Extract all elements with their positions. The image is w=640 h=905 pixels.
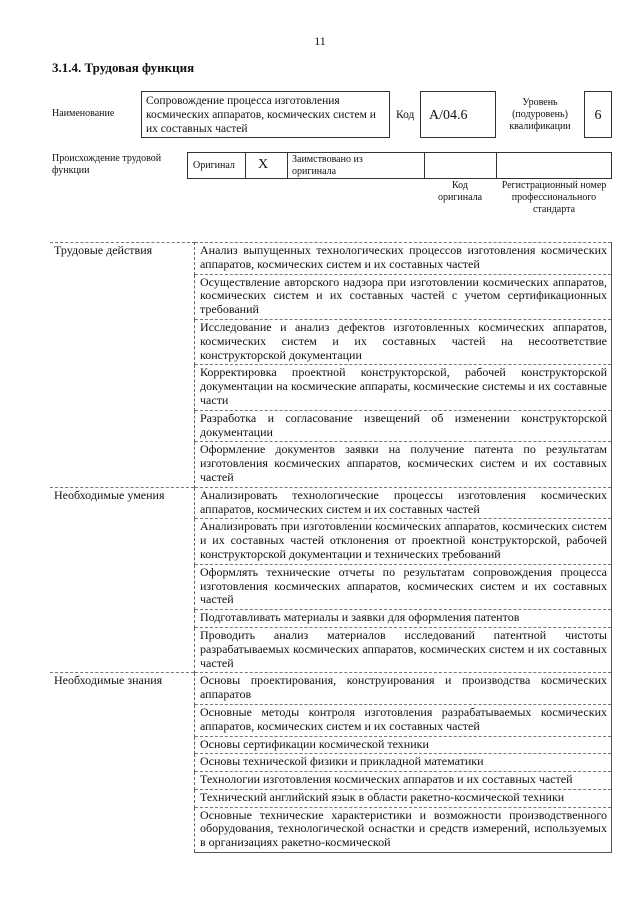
table-row: [50, 365, 612, 410]
table-row: [50, 754, 612, 772]
table-row: [50, 243, 612, 275]
table-row: [50, 736, 612, 754]
table-row: [50, 807, 612, 852]
list-item: Анализировать при изготовлении космических аппаратов, космических систем и их составных частей отклонения от проектной конструкторской, рабочей конструкторской документации и технических требований: [195, 519, 612, 564]
list-item: Оформление документов заявки на получение патента по результатам изготовления космических аппаратов, космических систем и их составных частей: [195, 442, 612, 487]
list-item: Технологии изготовления космических аппаратов и их составных частей: [195, 772, 612, 790]
list-item: Анализировать технологические процессы изготовления космических аппаратов, космических систем и их составных частей: [195, 487, 612, 519]
borrowed-label: Заимствовано из оригинала: [292, 154, 363, 177]
table-row: [50, 410, 612, 442]
divider: [496, 152, 497, 179]
table-row: [50, 319, 612, 364]
list-item: Подготавливать материалы и заявки для оформления патентов: [195, 610, 612, 628]
list-item: Разработка и согласование извещений об изменении конструкторской документации: [195, 410, 612, 442]
list-item: Основы технической физики и прикладной математики: [195, 754, 612, 772]
group-label-knowledge: Необходимые знания: [50, 673, 195, 705]
table-row: [50, 772, 612, 790]
level-box: [584, 91, 612, 138]
group-label-skills: Необходимые умения: [50, 487, 195, 519]
table-row: [50, 610, 612, 628]
list-item: Осуществление авторского надзора при изготовлении космических аппаратов, космических систем и их составных частей с учетом сертификационных требований: [195, 274, 612, 319]
list-item: Исследование и анализ дефектов изготовленных космических аппаратов, космических систем и их составных частей на несоответствие конструкторской документации: [195, 319, 612, 364]
group-label-actions: Трудовые действия: [50, 243, 195, 275]
table-row: [50, 564, 612, 609]
divider: [245, 152, 246, 179]
code-box: [420, 91, 496, 138]
list-item: Анализ выпущенных технологических процессов изготовления космических аппаратов, космических систем и их составных частей: [195, 243, 612, 275]
divider: [424, 152, 425, 179]
table-row: [50, 442, 612, 487]
list-item: Основные технические характеристики и возможности производственного оборудования, технологической оснастки и средств измерений, используемых в организациях ракетно-космической: [195, 807, 612, 852]
page-number: 11: [314, 34, 326, 48]
origin-label: Происхождение трудовой функции: [52, 153, 162, 176]
level-label: Уровень (подуровень) квалификации: [509, 97, 571, 132]
level-value: 6: [594, 108, 602, 123]
original-label: Оригинал: [193, 160, 235, 171]
code-value: A/04.6: [429, 108, 468, 123]
table-row: [50, 519, 612, 564]
function-name-box: [141, 91, 390, 138]
original-mark: X: [258, 157, 269, 172]
list-item: Основы сертификации космической техники: [195, 736, 612, 754]
table-row: [50, 274, 612, 319]
table-row: [50, 673, 612, 705]
function-name-value: Сопровождение процесса изготовления космических аппаратов, космических систем и их составных частей: [146, 95, 376, 135]
reg-number-caption: Регистрационный номер профессионального стандарта: [501, 180, 607, 215]
divider: [287, 152, 288, 179]
list-item: Основные методы контроля изготовления разрабатываемых космических аппаратов, космических систем и их составных частей: [195, 704, 612, 736]
function-details-table: [50, 242, 612, 853]
list-item: Технический английский язык в области ракетно-космической техники: [195, 789, 612, 807]
section-title: 3.1.4. Трудовая функция: [52, 60, 195, 75]
list-item: Проводить анализ материалов исследований патентной чистоты разрабатываемых космических аппаратов, космических систем и их составных частей: [195, 627, 612, 672]
name-label: Наименование: [52, 108, 115, 119]
table-row: [50, 704, 612, 736]
table-row: [50, 627, 612, 672]
list-item: Основы проектирования, конструирования и производства космических аппаратов: [195, 673, 612, 705]
code-original-caption: Код оригинала: [437, 180, 483, 203]
table-row: [50, 487, 612, 519]
table-row: [50, 789, 612, 807]
list-item: Корректировка проектной конструкторской, рабочей конструкторской документации на космические аппараты, космические системы и их составные части: [195, 365, 612, 410]
code-label: Код: [396, 109, 415, 121]
list-item: Оформлять технические отчеты по результатам сопровождения процесса изготовления космических аппаратов, космических систем и их составных частей: [195, 564, 612, 609]
